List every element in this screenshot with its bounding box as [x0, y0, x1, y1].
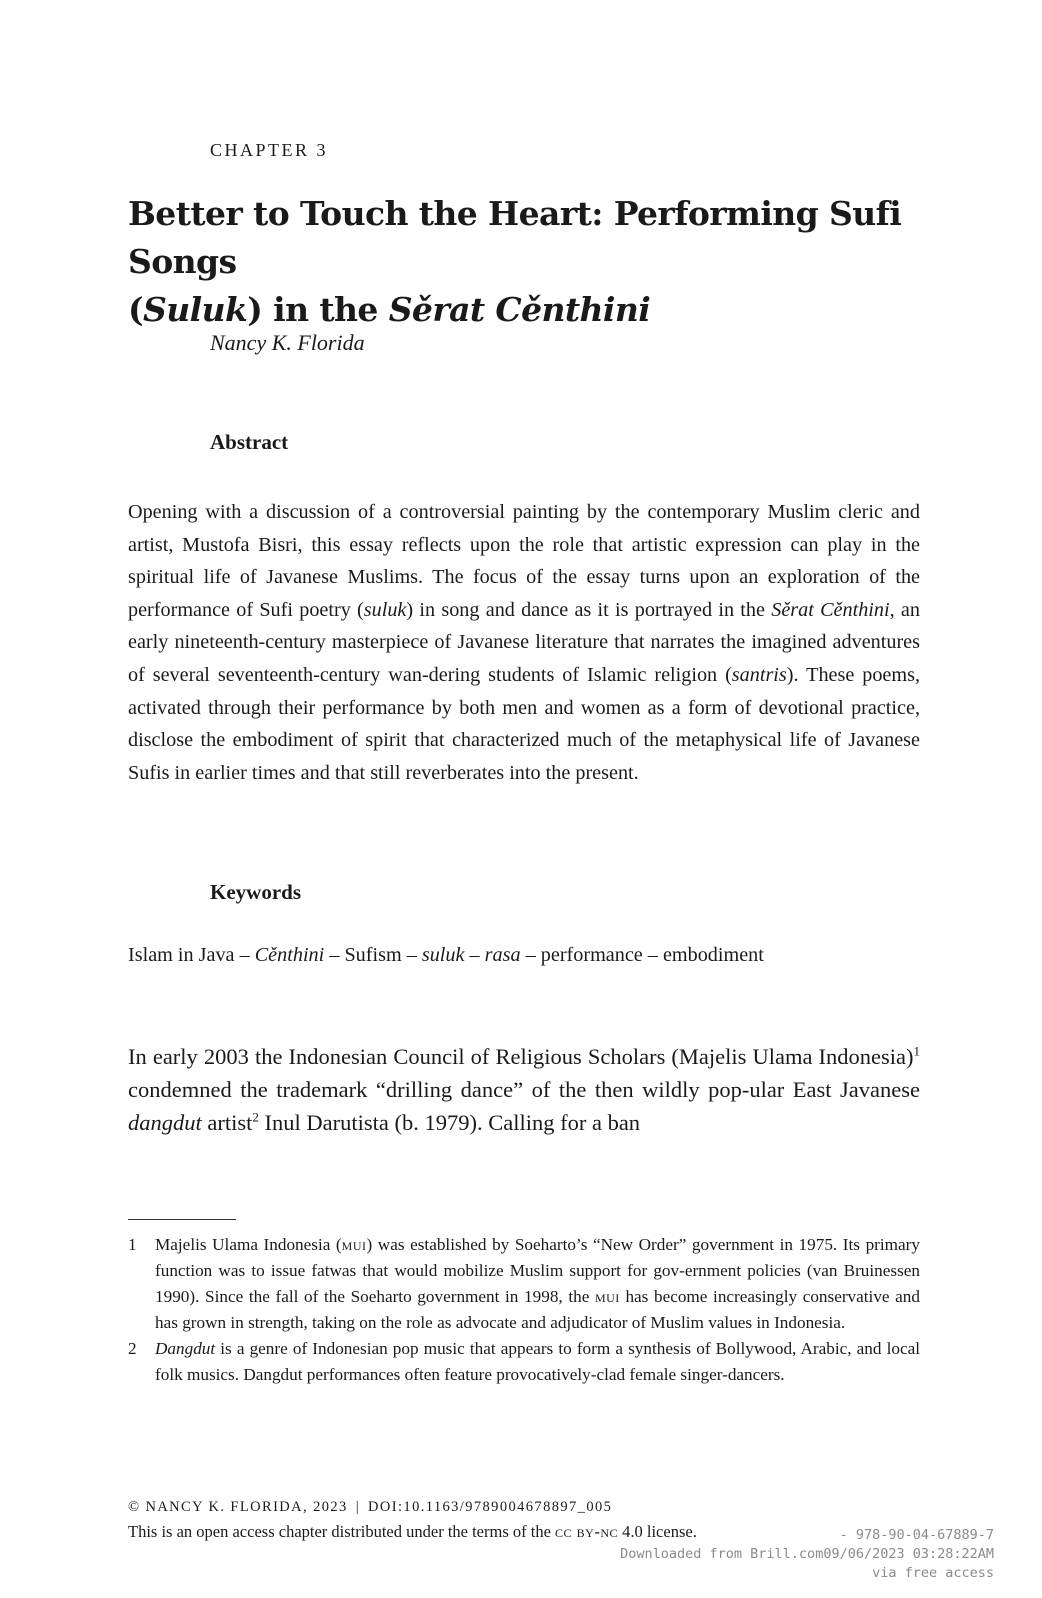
- footnote-number: 2: [128, 1339, 137, 1358]
- footnote-ref-2[interactable]: 2: [252, 1109, 259, 1125]
- license-line: [128, 1522, 697, 1542]
- body-part: Inul Darutista (b. 1979). Calling for a ban: [258, 1110, 641, 1135]
- chapter-title: [128, 190, 928, 334]
- footnote-part: is a genre of Indonesian pop music that appears to form a synthesis of Bollywood, Arabic, and local folk musics. Dangdut performances often feature provocatively-clad female singer-dancers.: [155, 1339, 920, 1384]
- footnote-number: 1: [128, 1235, 137, 1254]
- title-paren-open: (: [128, 290, 144, 329]
- title-mid: ) in the: [247, 290, 389, 329]
- footnote-text: [155, 1232, 920, 1336]
- watermark-isbn: - 978-90-04-67889-7: [839, 1527, 994, 1543]
- license-part: This is an open access chapter distributed under the terms of the: [128, 1522, 556, 1541]
- author-name: Nancy K. Florida: [210, 330, 365, 355]
- footnote-italic: Dangdut: [155, 1339, 216, 1358]
- abstract-heading: Abstract: [210, 430, 289, 454]
- chapter-label: CHAPTER 3: [210, 140, 329, 160]
- body-part: condemned the trademark “drilling dance” of the then wildly pop-ular East Javanese: [128, 1077, 920, 1102]
- footnotes: [128, 1232, 920, 1388]
- keyword-part: – performance – embodiment: [520, 944, 764, 966]
- abstract-text: [128, 496, 920, 789]
- title-italic-suluk: Suluk: [143, 290, 248, 329]
- footnote-divider: [128, 1219, 236, 1220]
- abstract-italic: santris: [731, 663, 787, 686]
- keyword-italic: suluk: [421, 944, 465, 966]
- download-watermark: [620, 1526, 994, 1583]
- keyword-part: – Sufism –: [324, 944, 422, 966]
- title-line-2: [128, 286, 928, 334]
- copyright-holder: © NANCY K. FLORIDA, 2023: [128, 1499, 348, 1515]
- abstract-part: Opening with a discussion of a controversial painting by the contemporary Muslim cleric and artist, Mustofa Bisri, this essay reflects upon the role that artistic expression can play in the spiritual life of Javanese Muslims. The focus of the essay turns upon an exploration of the performance of Sufi poetry (: [128, 501, 920, 621]
- license-link[interactable]: cc by-nc: [555, 1522, 619, 1541]
- title-line-1: Better to Touch the Heart: Performing Sufi Songs: [128, 194, 902, 281]
- footnote-part: ) was established by Soeharto’s “New Order” government in 1975. Its primary function was to issue fatwas that would mobilize Muslim support for gov-ernment policies (van Bruinessen 1990). Since the fall of the Soeharto government in 1998, the: [155, 1235, 920, 1306]
- keyword-part: Islam in Java –: [128, 944, 255, 966]
- abstract-part: , an early nineteenth-century masterpiece of Javanese literature that narrates the imagined adventures of several seventeenth-century wan-dering students of Islamic religion (: [128, 598, 920, 686]
- copyright-separator: |: [355, 1499, 361, 1515]
- footnote-smallcaps: mui: [594, 1287, 620, 1306]
- watermark-download: Downloaded from Brill.com09/06/2023 03:28:22AM: [620, 1546, 994, 1562]
- footnote-2: [128, 1336, 920, 1388]
- footnote-ref-1[interactable]: 1: [913, 1043, 920, 1059]
- abstract-part: ). These poems, activated through their performance by both men and women as a form of devotional practice, disclose the embodiment of spirit that characterized much of the metaphysical life of Javanese Sufis in earlier times and that still reverberates into the present.: [128, 663, 920, 784]
- abstract-italic: Sěrat Cěnthini: [771, 598, 890, 621]
- keywords-heading: Keywords: [210, 880, 301, 904]
- watermark-access: via free access: [872, 1565, 994, 1581]
- abstract-italic: suluk: [363, 598, 407, 621]
- body-italic: dangdut: [128, 1110, 202, 1135]
- license-part: 4.0 license.: [618, 1522, 697, 1541]
- footnote-part: Majelis Ulama Indonesia (: [155, 1235, 342, 1254]
- body-part: In early 2003 the Indonesian Council of Religious Scholars (Majelis Ulama Indonesia): [128, 1044, 914, 1069]
- title-italic-serat: Sěrat Cěnthini: [388, 290, 651, 329]
- copyright-line: [128, 1499, 612, 1516]
- footnote-text: [155, 1336, 920, 1388]
- footnote-smallcaps: mui: [341, 1235, 367, 1254]
- body-paragraph: [128, 1040, 920, 1139]
- keyword-part: –: [464, 944, 485, 966]
- doi-link[interactable]: DOI:10.1163/9789004678897_005: [368, 1499, 613, 1515]
- footnote-part: has become increasingly conservative and has grown in strength, taking on the role as advocate and adjudicator of Muslim values in Indonesia.: [155, 1287, 920, 1332]
- body-part: artist: [201, 1110, 253, 1135]
- keyword-italic: Cěnthini: [254, 944, 325, 966]
- abstract-part: ) in song and dance as it is portrayed in the: [406, 598, 772, 621]
- footnote-1: [128, 1232, 920, 1336]
- keywords-list: [128, 944, 928, 967]
- keyword-italic: rasa: [484, 944, 521, 966]
